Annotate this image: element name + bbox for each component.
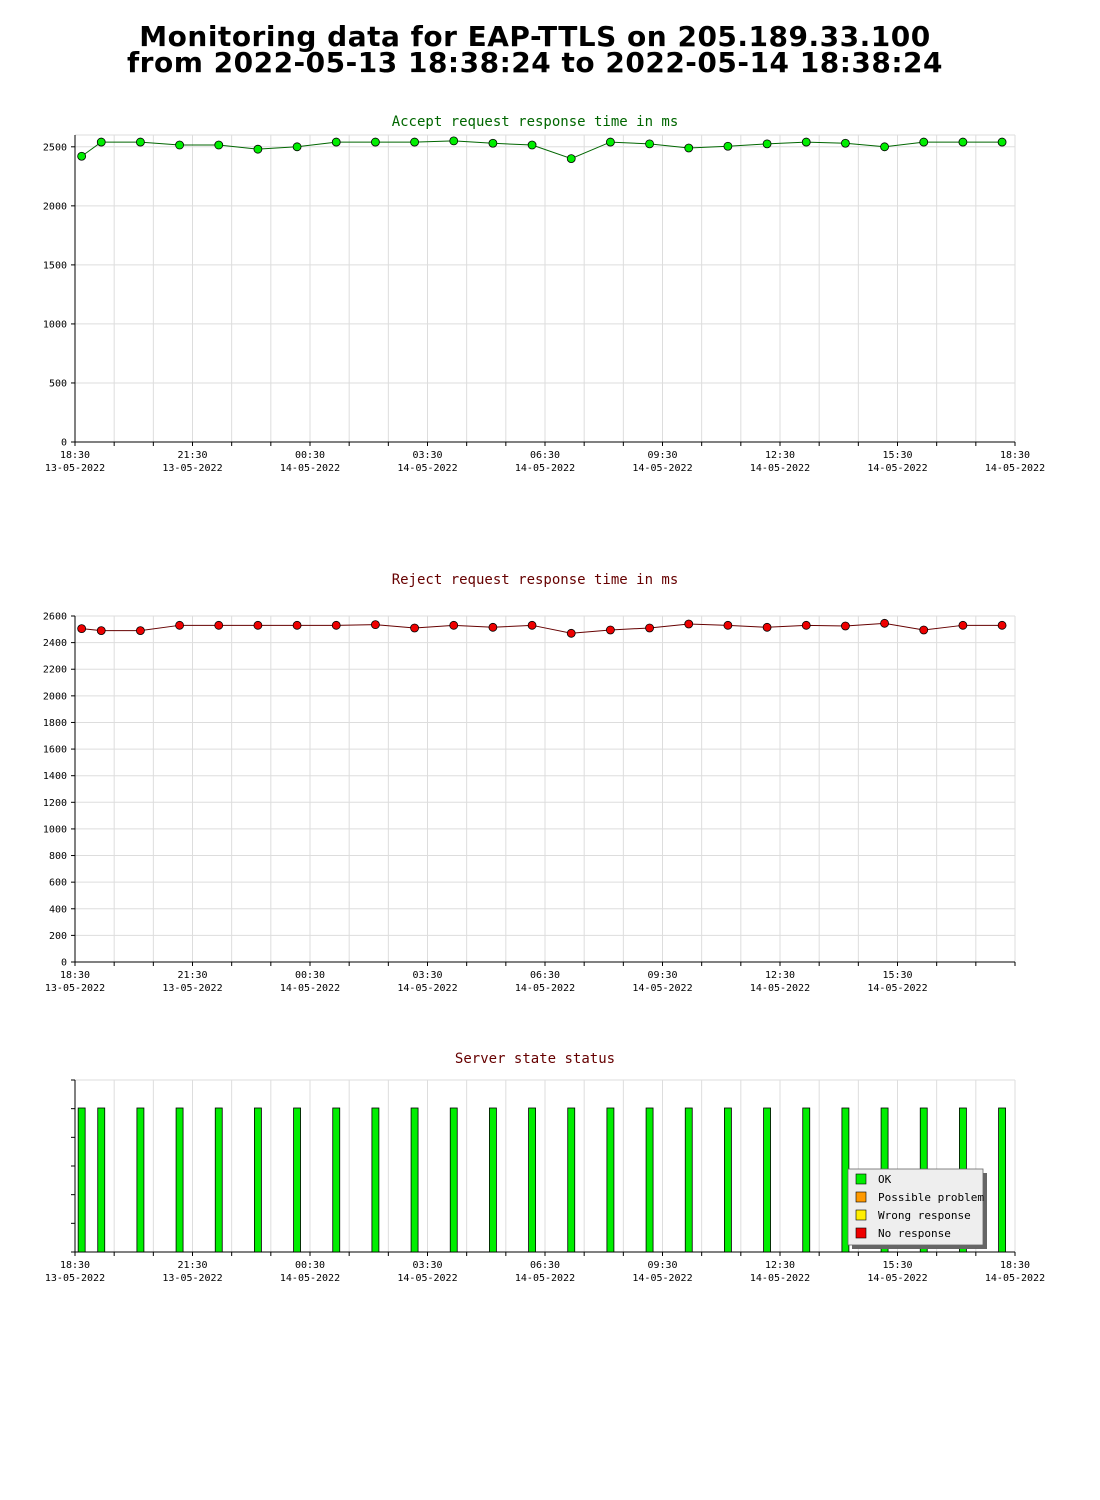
y-tick-label: 200 xyxy=(48,930,67,942)
title-line-1: Monitoring data for EAP-TTLS on 205.189.33.100 xyxy=(139,20,931,53)
data-point xyxy=(411,624,419,632)
data-point xyxy=(78,625,86,633)
y-tick-label: 1500 xyxy=(42,260,67,272)
x-tick-date-label: 14-05-2022 xyxy=(632,463,693,474)
status-bar xyxy=(803,1108,810,1252)
x-tick-time-label: 00:30 xyxy=(294,970,326,981)
x-tick-date-label: 14-05-2022 xyxy=(984,1273,1046,1284)
data-point xyxy=(215,621,223,629)
data-point xyxy=(136,627,144,635)
legend-swatch xyxy=(856,1174,866,1184)
x-tick-time-label: 12:30 xyxy=(764,1260,796,1271)
x-tick-date-label: 14-05-2022 xyxy=(514,983,576,994)
x-tick-date-label: 14-05-2022 xyxy=(867,983,928,994)
data-point xyxy=(293,621,301,629)
x-tick-date-label: 14-05-2022 xyxy=(397,983,458,994)
x-tick-date-label: 14-05-2022 xyxy=(632,1273,693,1284)
x-tick-time-label: 18:30 xyxy=(59,970,91,981)
server-status-chart xyxy=(0,1046,1100,1296)
chart-title: Reject request response time in ms xyxy=(391,572,679,588)
data-point xyxy=(646,624,654,632)
x-tick-time-label: 06:30 xyxy=(529,450,561,461)
x-tick-date-label: 14-05-2022 xyxy=(397,463,458,474)
legend-label: No response xyxy=(878,1227,951,1240)
x-tick-time-label: 03:30 xyxy=(412,970,443,981)
x-tick-time-label: 09:30 xyxy=(647,970,678,981)
status-bar xyxy=(254,1108,261,1252)
x-tick-date-label: 13-05-2022 xyxy=(162,1273,223,1284)
x-tick-time-label: 00:30 xyxy=(294,450,326,461)
status-bar xyxy=(568,1108,575,1252)
data-point xyxy=(136,138,144,146)
x-tick-time-label: 21:30 xyxy=(177,970,208,981)
data-point xyxy=(332,138,340,146)
data-point xyxy=(528,621,536,629)
x-tick-time-label: 15:30 xyxy=(882,450,913,461)
x-tick-date-label: 13-05-2022 xyxy=(162,463,223,474)
data-point xyxy=(763,140,771,148)
legend-label: OK xyxy=(878,1173,892,1186)
data-point xyxy=(371,621,379,629)
data-point xyxy=(606,138,614,146)
x-tick-time-label: 03:30 xyxy=(412,1260,443,1271)
x-tick-date-label: 14-05-2022 xyxy=(749,463,811,474)
status-bar xyxy=(294,1108,301,1252)
status-bar xyxy=(685,1108,692,1252)
y-tick-label: 1000 xyxy=(42,319,67,331)
x-tick-time-label: 18:30 xyxy=(999,450,1031,461)
x-tick-time-label: 15:30 xyxy=(882,1260,913,1271)
x-tick-time-label: 12:30 xyxy=(764,970,796,981)
chart-title: Accept request response time in ms xyxy=(391,114,679,130)
x-tick-time-label: 21:30 xyxy=(177,1260,208,1271)
y-tick-label: 500 xyxy=(48,378,67,390)
data-point xyxy=(254,621,262,629)
y-tick-label: 2000 xyxy=(42,691,67,703)
data-point xyxy=(293,143,301,151)
data-point xyxy=(176,621,184,629)
data-point xyxy=(78,152,86,160)
y-tick-label: 1000 xyxy=(42,824,67,836)
data-point xyxy=(959,621,967,629)
data-point xyxy=(606,626,614,634)
legend-swatch xyxy=(856,1192,866,1202)
y-tick-label: 800 xyxy=(48,851,67,863)
y-tick-label: 1600 xyxy=(42,744,67,756)
data-point xyxy=(802,138,810,146)
status-bar xyxy=(999,1108,1006,1252)
data-point xyxy=(998,621,1006,629)
data-point xyxy=(724,621,732,629)
data-point xyxy=(489,623,497,631)
data-point xyxy=(763,623,771,631)
data-point xyxy=(176,141,184,149)
x-tick-date-label: 14-05-2022 xyxy=(867,1273,928,1284)
x-tick-date-label: 14-05-2022 xyxy=(514,1273,576,1284)
data-point xyxy=(215,141,223,149)
data-point xyxy=(881,143,889,151)
status-bar xyxy=(333,1108,340,1252)
status-bar xyxy=(724,1108,731,1252)
data-point xyxy=(841,622,849,630)
status-bar xyxy=(450,1108,457,1252)
y-tick-label: 2200 xyxy=(42,664,67,676)
legend-label: Possible problem xyxy=(878,1191,984,1204)
x-tick-time-label: 06:30 xyxy=(529,1260,561,1271)
x-tick-time-label: 18:30 xyxy=(59,450,91,461)
data-point xyxy=(528,141,536,149)
y-tick-label: 2000 xyxy=(42,201,67,213)
reject-response-chart xyxy=(0,568,1100,1008)
data-point xyxy=(411,138,419,146)
data-point xyxy=(841,139,849,147)
data-point xyxy=(685,620,693,628)
y-tick-label: 2600 xyxy=(42,611,67,623)
data-point xyxy=(97,627,105,635)
x-tick-date-label: 14-05-2022 xyxy=(514,463,576,474)
status-bar xyxy=(176,1108,183,1252)
x-tick-date-label: 14-05-2022 xyxy=(279,983,341,994)
data-point xyxy=(567,629,575,637)
x-tick-time-label: 03:30 xyxy=(412,450,443,461)
y-tick-label: 2400 xyxy=(42,638,67,650)
data-point xyxy=(254,145,262,153)
data-point xyxy=(920,138,928,146)
x-tick-time-label: 09:30 xyxy=(647,1260,678,1271)
x-tick-date-label: 13-05-2022 xyxy=(44,1273,106,1284)
x-tick-time-label: 15:30 xyxy=(882,970,913,981)
y-tick-label: 0 xyxy=(60,957,67,969)
x-tick-date-label: 14-05-2022 xyxy=(984,463,1046,474)
data-point xyxy=(685,144,693,152)
status-bar xyxy=(372,1108,379,1252)
x-tick-date-label: 13-05-2022 xyxy=(162,983,223,994)
x-tick-date-label: 14-05-2022 xyxy=(867,463,928,474)
data-point xyxy=(920,626,928,634)
data-point xyxy=(371,138,379,146)
y-tick-label: 1800 xyxy=(42,717,67,729)
status-bar xyxy=(529,1108,536,1252)
legend-swatch xyxy=(856,1228,866,1238)
title-line-2: from 2022-05-13 18:38:24 to 2022-05-14 18:38:24 xyxy=(126,46,944,79)
y-tick-label: 400 xyxy=(48,904,67,916)
data-point xyxy=(998,138,1006,146)
x-tick-date-label: 14-05-2022 xyxy=(279,463,341,474)
data-point xyxy=(450,621,458,629)
data-point xyxy=(489,139,497,147)
x-tick-date-label: 14-05-2022 xyxy=(749,983,811,994)
status-bar xyxy=(764,1108,771,1252)
y-tick-label: 1400 xyxy=(42,771,67,783)
x-tick-date-label: 14-05-2022 xyxy=(632,983,693,994)
x-tick-time-label: 06:30 xyxy=(529,970,561,981)
status-bar xyxy=(98,1108,105,1252)
data-point xyxy=(332,621,340,629)
data-point xyxy=(802,621,810,629)
x-tick-time-label: 12:30 xyxy=(764,450,796,461)
data-point xyxy=(724,142,732,150)
data-point xyxy=(959,138,967,146)
data-point xyxy=(450,137,458,145)
status-bar xyxy=(489,1108,496,1252)
x-tick-date-label: 14-05-2022 xyxy=(279,1273,341,1284)
y-tick-label: 1200 xyxy=(42,797,67,809)
x-tick-time-label: 18:30 xyxy=(59,1260,91,1271)
x-tick-date-label: 14-05-2022 xyxy=(397,1273,458,1284)
x-tick-date-label: 13-05-2022 xyxy=(44,463,106,474)
data-point xyxy=(646,140,654,148)
x-tick-time-label: 00:30 xyxy=(294,1260,326,1271)
data-point xyxy=(567,155,575,163)
chart-title: Server state status xyxy=(454,1051,616,1067)
x-tick-time-label: 18:30 xyxy=(999,1260,1031,1271)
y-tick-label: 0 xyxy=(60,437,67,449)
status-bar xyxy=(137,1108,144,1252)
y-tick-label: 2500 xyxy=(42,142,67,154)
x-tick-time-label: 21:30 xyxy=(177,450,208,461)
legend-swatch xyxy=(856,1210,866,1220)
status-bar xyxy=(607,1108,614,1252)
legend xyxy=(848,1169,987,1249)
x-tick-time-label: 09:30 xyxy=(647,450,678,461)
page-title xyxy=(0,20,1070,79)
y-tick-label: 600 xyxy=(48,877,67,889)
status-bar xyxy=(215,1108,222,1252)
status-bar xyxy=(78,1108,85,1252)
status-bar xyxy=(411,1108,418,1252)
data-point xyxy=(881,619,889,627)
data-point xyxy=(97,138,105,146)
x-tick-date-label: 14-05-2022 xyxy=(749,1273,811,1284)
status-bar xyxy=(646,1108,653,1252)
legend-label: Wrong response xyxy=(878,1209,971,1222)
x-tick-date-label: 13-05-2022 xyxy=(44,983,106,994)
accept-response-chart xyxy=(0,110,1100,490)
